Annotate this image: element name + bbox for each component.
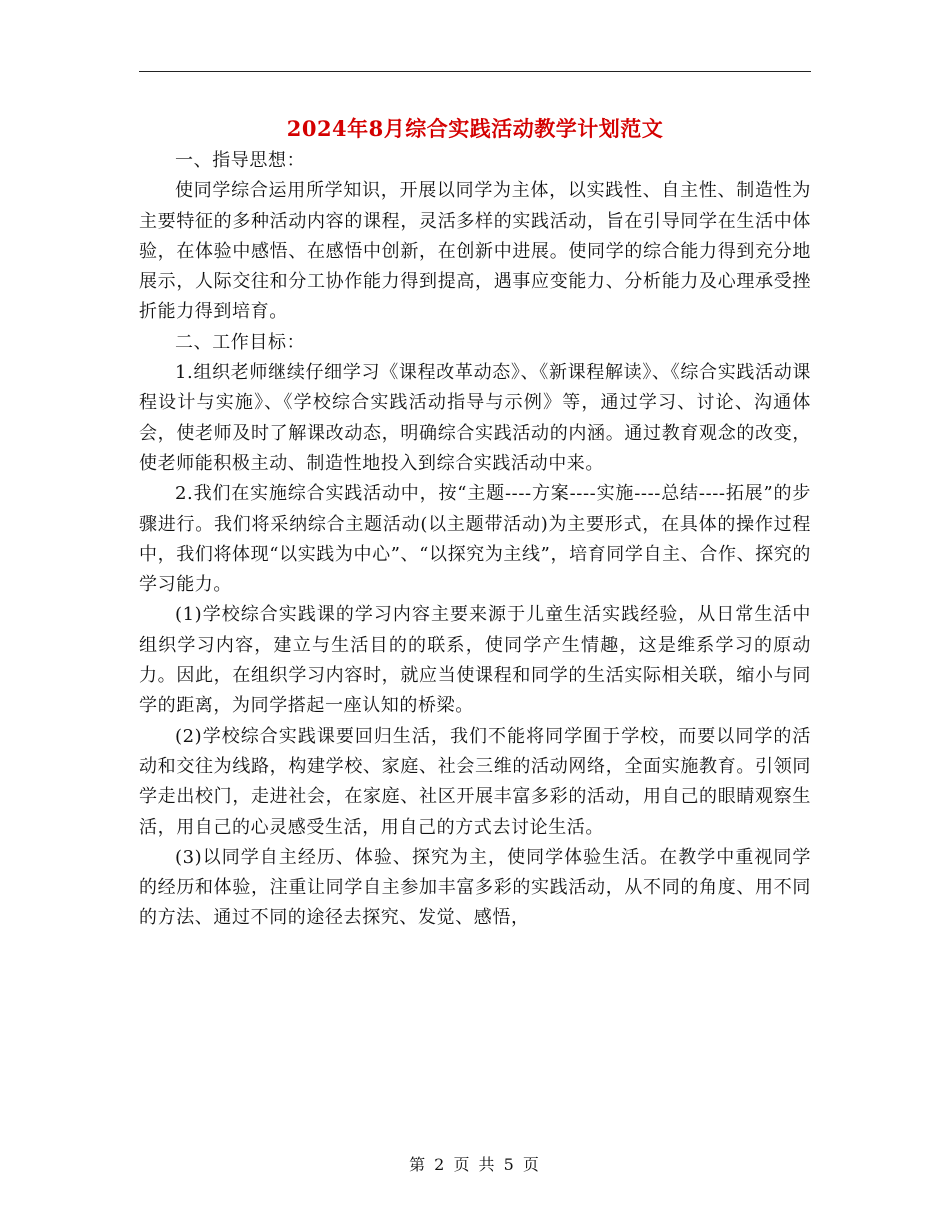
section-heading-work-goals: 二、工作目标： (175, 331, 306, 353)
paragraph-guiding-ideology: 使同学综合运用所学知识，开展以同学为主体，以实践性、自主性、制造性为主要特征的多种活动内容的课程，灵活多样的实践活动，旨在引导同学在生活中体验，在体验中感悟、在感悟中创新，在创新中进展。使同学的综合能力得到充分地展示，人际交往和分工协作能力得到提高，遇事应变能力、分析能力及心理承受挫折能力得到培育。 (139, 180, 811, 323)
page-number-footer: 第 2 页 共 5 页 (409, 1155, 541, 1174)
document-body (139, 146, 811, 934)
paragraph-item-1: (1)学校综合实践课的学习内容主要来源于儿童生活实践经验，从日常生活中组织学习内容，建立与生活目的的联系，使同学产生情趣，这是维系学习的原动力。因此，在组织学习内容时，就应当使课程和同学的生活实际相关联，缩小与同学的距离，为同学搭起一座认知的桥梁。 (139, 604, 811, 717)
section-heading-guiding-ideology: 一、指导思想： (175, 150, 306, 171)
paragraph-item-3: (3)以同学自主经历、体验、探究为主，使同学体验生活。在教学中重视同学的经历和体验，注重让同学自主参加丰富多彩的实践活动，从不同的角度、用不同的方法、通过不同的途径去探究、发觉、感悟， (139, 846, 811, 929)
paragraph-goal-2: 2.我们在实施综合实践活动中，按“主题----方案----实施----总结----拓展”的步骤进行。我们将采纳综合主题活动(以主题带活动)为主要形式，在具体的操作过程中，我们将体现“以实践为中心”、“以探究为主线”，培育同学自主、合作、探究的学习能力。 (139, 483, 811, 596)
header-rule (139, 71, 811, 72)
document-title: 2024年8月综合实践活动教学计划范文 (286, 116, 664, 141)
paragraph-goal-1: 1.组织老师继续仔细学习《课程改革动态》、《新课程解读》、《综合实践活动课程设计与实施》、《学校综合实践活动指导与示例》等，通过学习、讨论、沟通体会，使老师及时了解课改动态，明确综合实践活动的内涵。通过教育观念的改变，使老师能积极主动、制造性地投入到综合实践活动中来。 (139, 362, 811, 474)
paragraph-item-2: (2)学校综合实践课要回归生活，我们不能将同学囿于学校，而要以同学的活动和交往为线路，构建学校、家庭、社会三维的活动网络，全面实施教育。引领同学走出校门，走进社会，在家庭、社区开展丰富多彩的活动，用自己的眼睛观察生活，用自己的心灵感受生活，用自己的方式去讨论生活。 (139, 725, 811, 838)
